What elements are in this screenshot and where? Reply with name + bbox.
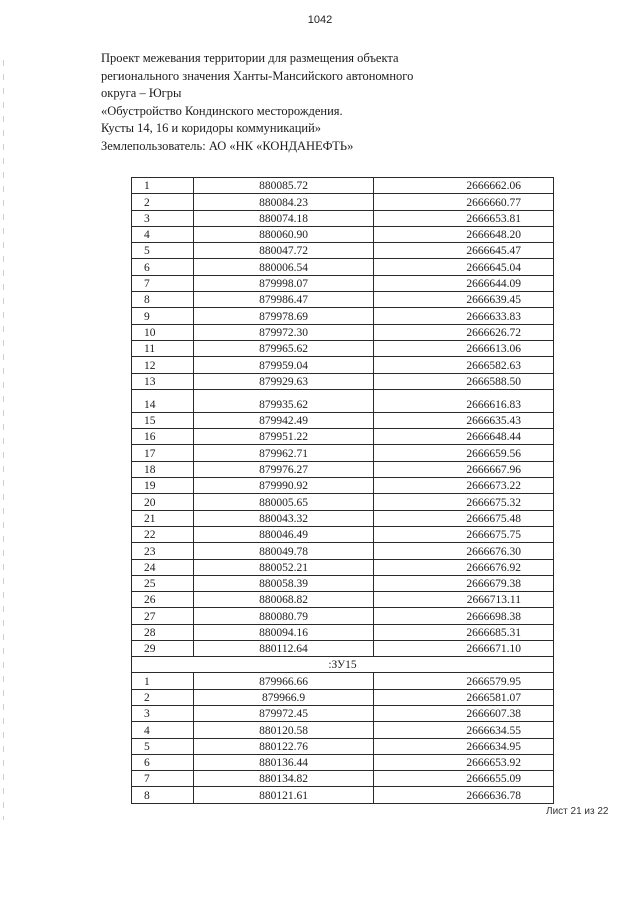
- table-row: [132, 308, 554, 324]
- y-coordinate-cell: 2666634.95: [374, 738, 554, 754]
- table-row: [132, 178, 554, 194]
- point-number-cell: 1: [132, 673, 194, 689]
- header-line-6: Землепользователь: АО «НК «КОНДАНЕФТЬ»: [101, 138, 354, 153]
- y-coordinate-cell: 2666633.83: [374, 308, 554, 324]
- x-coordinate-cell: 880005.65: [194, 494, 374, 510]
- point-number-cell: 20: [132, 494, 194, 510]
- header-line-5: Кусты 14, 16 и коридоры коммуникаций»: [101, 121, 322, 135]
- point-number-cell: 4: [132, 722, 194, 738]
- table-row: [132, 445, 554, 461]
- header-line-1: Проект межевания территории для размещения объекта: [101, 51, 399, 65]
- table-row: [132, 787, 554, 803]
- x-coordinate-cell: 879972.45: [194, 705, 374, 721]
- x-coordinate-cell: 879976.27: [194, 461, 374, 477]
- point-number-cell: 7: [132, 771, 194, 787]
- table-row: [132, 673, 554, 689]
- table-row: [132, 608, 554, 624]
- sheet-footer: Лист 21 из 22: [546, 806, 609, 817]
- x-coordinate-cell: 880094.16: [194, 624, 374, 640]
- table-row: [132, 478, 554, 494]
- point-number-cell: 13: [132, 373, 194, 389]
- point-number-cell: 18: [132, 461, 194, 477]
- point-number-cell: 2: [132, 689, 194, 705]
- point-number-cell: 6: [132, 754, 194, 770]
- table-row: [132, 243, 554, 259]
- x-coordinate-cell: 880134.82: [194, 771, 374, 787]
- y-coordinate-cell: 2666655.09: [374, 771, 554, 787]
- point-number-cell: 5: [132, 738, 194, 754]
- point-number-cell: 5: [132, 243, 194, 259]
- table-row: [132, 357, 554, 373]
- table-row: [132, 389, 554, 412]
- x-coordinate-cell: 880080.79: [194, 608, 374, 624]
- y-coordinate-cell: 2666675.32: [374, 494, 554, 510]
- table-row: [132, 543, 554, 559]
- y-coordinate-cell: 2666579.95: [374, 673, 554, 689]
- table-row: [132, 575, 554, 591]
- y-coordinate-cell: 2666659.56: [374, 445, 554, 461]
- y-coordinate-cell: 2666588.50: [374, 373, 554, 389]
- y-coordinate-cell: 2666653.81: [374, 210, 554, 226]
- y-coordinate-cell: 2666667.96: [374, 461, 554, 477]
- x-coordinate-cell: 880047.72: [194, 243, 374, 259]
- table-row: [132, 461, 554, 477]
- table-row: [132, 494, 554, 510]
- x-coordinate-cell: 880052.21: [194, 559, 374, 575]
- x-coordinate-cell: 879942.49: [194, 412, 374, 428]
- table-row: [132, 624, 554, 640]
- header-line-4: «Обустройство Кондинского месторождения.: [101, 103, 343, 118]
- y-coordinate-cell: 2666616.83: [374, 389, 554, 412]
- y-coordinate-cell: 2666662.06: [374, 178, 554, 194]
- x-coordinate-cell: 879935.62: [194, 389, 374, 412]
- x-coordinate-cell: 880112.64: [194, 641, 374, 657]
- document-header: [101, 50, 441, 155]
- x-coordinate-cell: 880136.44: [194, 754, 374, 770]
- point-number-cell: 14: [132, 389, 194, 412]
- y-coordinate-cell: 2666634.55: [374, 722, 554, 738]
- point-number-cell: 9: [132, 308, 194, 324]
- table-row: [132, 412, 554, 428]
- y-coordinate-cell: 2666653.92: [374, 754, 554, 770]
- y-coordinate-cell: 2666698.38: [374, 608, 554, 624]
- point-number-cell: 16: [132, 429, 194, 445]
- y-coordinate-cell: 2666613.06: [374, 340, 554, 356]
- y-coordinate-cell: 2666639.45: [374, 292, 554, 308]
- table-row: [132, 324, 554, 340]
- table-row: [132, 689, 554, 705]
- y-coordinate-cell: 2666626.72: [374, 324, 554, 340]
- x-coordinate-cell: 879990.92: [194, 478, 374, 494]
- x-coordinate-cell: 879966.66: [194, 673, 374, 689]
- point-number-cell: 15: [132, 412, 194, 428]
- y-coordinate-cell: 2666676.30: [374, 543, 554, 559]
- x-coordinate-cell: 880049.78: [194, 543, 374, 559]
- x-coordinate-cell: 879966.9: [194, 689, 374, 705]
- x-coordinate-cell: 880074.18: [194, 210, 374, 226]
- x-coordinate-cell: 880084.23: [194, 194, 374, 210]
- section-label: :ЗУ15: [132, 657, 554, 673]
- point-number-cell: 29: [132, 641, 194, 657]
- table-row: [132, 226, 554, 242]
- table-row: [132, 510, 554, 526]
- point-number-cell: 4: [132, 226, 194, 242]
- point-number-cell: 12: [132, 357, 194, 373]
- coordinates-table-body: [132, 178, 554, 657]
- y-coordinate-cell: 2666644.09: [374, 275, 554, 291]
- x-coordinate-cell: 880060.90: [194, 226, 374, 242]
- y-coordinate-cell: 2666673.22: [374, 478, 554, 494]
- page-number: 1042: [307, 14, 333, 26]
- x-coordinate-cell: 880046.49: [194, 526, 374, 542]
- x-coordinate-cell: 879986.47: [194, 292, 374, 308]
- point-number-cell: 22: [132, 526, 194, 542]
- table-row: [132, 259, 554, 275]
- header-line-2: регионального значения Ханты-Мансийского автономного: [101, 68, 414, 83]
- x-coordinate-cell: 879998.07: [194, 275, 374, 291]
- table-row: [132, 340, 554, 356]
- x-coordinate-cell: 880006.54: [194, 259, 374, 275]
- table-row: [132, 526, 554, 542]
- coordinates-table: [131, 177, 554, 804]
- table-row: [132, 722, 554, 738]
- point-number-cell: 6: [132, 259, 194, 275]
- x-coordinate-cell: 880085.72: [194, 178, 374, 194]
- y-coordinate-cell: 2666607.38: [374, 705, 554, 721]
- table-row: [132, 373, 554, 389]
- point-number-cell: 10: [132, 324, 194, 340]
- point-number-cell: 26: [132, 592, 194, 608]
- point-number-cell: 25: [132, 575, 194, 591]
- point-number-cell: 21: [132, 510, 194, 526]
- point-number-cell: 2: [132, 194, 194, 210]
- table-row: [132, 292, 554, 308]
- table-row: [132, 705, 554, 721]
- table-row: [132, 738, 554, 754]
- section-header-row: [132, 657, 554, 673]
- x-coordinate-cell: 879951.22: [194, 429, 374, 445]
- point-number-cell: 8: [132, 787, 194, 803]
- x-coordinate-cell: 880122.76: [194, 738, 374, 754]
- y-coordinate-cell: 2666713.11: [374, 592, 554, 608]
- table-row: [132, 641, 554, 657]
- y-coordinate-cell: 2666645.04: [374, 259, 554, 275]
- y-coordinate-cell: 2666648.44: [374, 429, 554, 445]
- y-coordinate-cell: 2666679.38: [374, 575, 554, 591]
- point-number-cell: 8: [132, 292, 194, 308]
- x-coordinate-cell: 880043.32: [194, 510, 374, 526]
- table-row: [132, 210, 554, 226]
- point-number-cell: 19: [132, 478, 194, 494]
- x-coordinate-cell: 879962.71: [194, 445, 374, 461]
- y-coordinate-cell: 2666676.92: [374, 559, 554, 575]
- y-coordinate-cell: 2666581.07: [374, 689, 554, 705]
- y-coordinate-cell: 2666636.78: [374, 787, 554, 803]
- y-coordinate-cell: 2666660.77: [374, 194, 554, 210]
- table-row: [132, 754, 554, 770]
- table-row: [132, 559, 554, 575]
- point-number-cell: 23: [132, 543, 194, 559]
- x-coordinate-cell: 879965.62: [194, 340, 374, 356]
- point-number-cell: 3: [132, 210, 194, 226]
- table-row: [132, 771, 554, 787]
- x-coordinate-cell: 880121.61: [194, 787, 374, 803]
- y-coordinate-cell: 2666582.63: [374, 357, 554, 373]
- x-coordinate-cell: 879978.69: [194, 308, 374, 324]
- table-row: [132, 194, 554, 210]
- point-number-cell: 27: [132, 608, 194, 624]
- y-coordinate-cell: 2666648.20: [374, 226, 554, 242]
- x-coordinate-cell: 879929.63: [194, 373, 374, 389]
- section-header-body: [132, 657, 554, 673]
- point-number-cell: 24: [132, 559, 194, 575]
- section-table-body: [132, 673, 554, 803]
- point-number-cell: 17: [132, 445, 194, 461]
- point-number-cell: 1: [132, 178, 194, 194]
- y-coordinate-cell: 2666685.31: [374, 624, 554, 640]
- point-number-cell: 11: [132, 340, 194, 356]
- table-row: [132, 592, 554, 608]
- x-coordinate-cell: 880120.58: [194, 722, 374, 738]
- point-number-cell: 7: [132, 275, 194, 291]
- point-number-cell: 3: [132, 705, 194, 721]
- x-coordinate-cell: 880058.39: [194, 575, 374, 591]
- scan-edge: [3, 60, 4, 820]
- x-coordinate-cell: 880068.82: [194, 592, 374, 608]
- y-coordinate-cell: 2666675.75: [374, 526, 554, 542]
- point-number-cell: 28: [132, 624, 194, 640]
- y-coordinate-cell: 2666671.10: [374, 641, 554, 657]
- table-row: [132, 429, 554, 445]
- y-coordinate-cell: 2666635.43: [374, 412, 554, 428]
- y-coordinate-cell: 2666645.47: [374, 243, 554, 259]
- x-coordinate-cell: 879959.04: [194, 357, 374, 373]
- table-row: [132, 275, 554, 291]
- x-coordinate-cell: 879972.30: [194, 324, 374, 340]
- y-coordinate-cell: 2666675.48: [374, 510, 554, 526]
- header-line-3: округа – Югры: [101, 86, 182, 100]
